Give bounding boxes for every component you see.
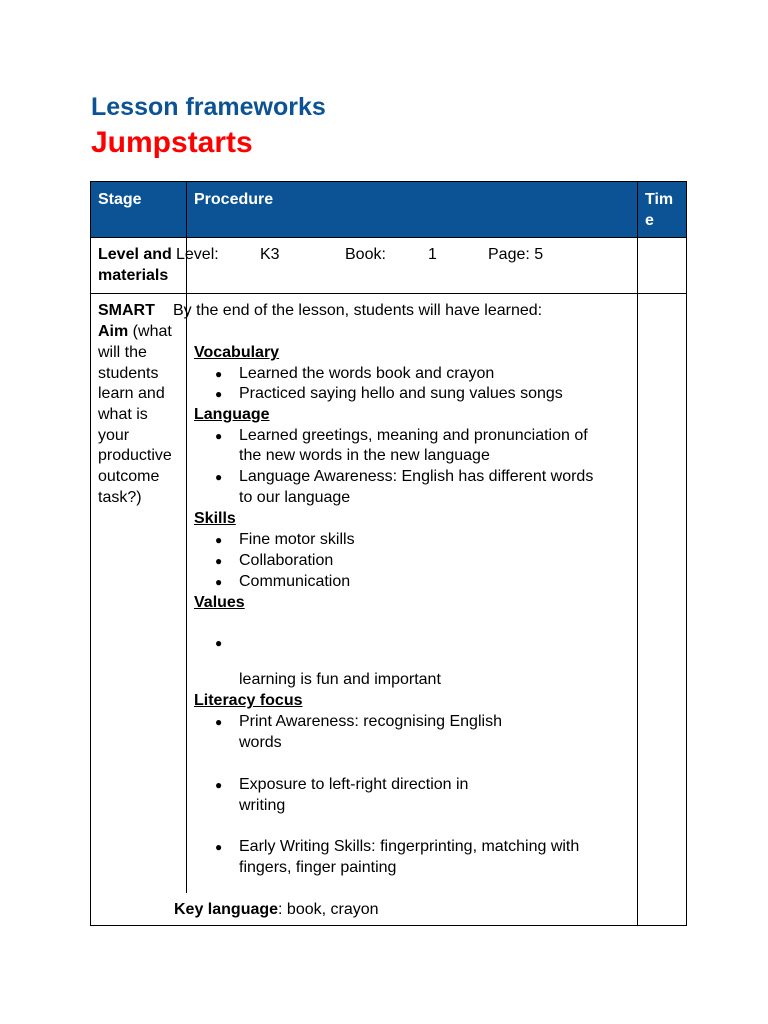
literacy-item: Exposure to left-right direction in: [239, 776, 469, 793]
stage-line: learn and: [98, 385, 165, 402]
key-language-value: : book, crayon: [278, 901, 379, 918]
vocabulary-heading: Vocabulary: [194, 344, 280, 361]
page-title: Lesson frameworks: [91, 93, 326, 121]
stage-smart: SMART: [98, 302, 155, 319]
bullet-icon: ●: [215, 533, 223, 547]
bullet-icon: ●: [215, 429, 223, 443]
lesson-table: [90, 181, 687, 926]
stage-line: outcome: [98, 468, 160, 485]
vocab-item: Practiced saying hello and sung values songs: [239, 385, 563, 402]
aim-intro: By the end of the lesson, students will have learned:: [173, 302, 543, 319]
page-number: Page: 5: [488, 246, 544, 263]
page-subtitle: Jumpstarts: [91, 126, 253, 159]
language-item-cont: to our language: [239, 489, 351, 506]
stage-line: will the: [98, 344, 147, 361]
language-item-cont: the new words in the new language: [239, 447, 490, 464]
bullet-icon: ●: [215, 636, 223, 650]
bullet-icon: ●: [215, 554, 223, 568]
bullet-icon: ●: [215, 367, 223, 381]
header-stage: Stage: [98, 191, 142, 208]
literacy-item: Early Writing Skills: fingerprinting, matching with: [239, 838, 580, 855]
stage-line: task?): [98, 489, 142, 506]
book-label: Book:: [345, 246, 386, 263]
values-item: learning is fun and important: [239, 671, 441, 688]
column-divider-stage: [186, 182, 187, 893]
bullet-icon: ●: [215, 778, 223, 792]
stage-aim-line: [98, 322, 172, 343]
bullet-icon: ●: [215, 715, 223, 729]
level-value: K3: [260, 246, 280, 263]
stage-level-line2: materials: [98, 267, 169, 284]
language-item: Learned greetings, meaning and pronunciation of: [239, 427, 588, 444]
table-header-row: [91, 182, 686, 238]
skills-item: Communication: [239, 573, 351, 590]
stage-line: productive: [98, 447, 172, 464]
stage-level-line1: Level and: [98, 246, 172, 263]
literacy-item-cont: writing: [239, 797, 286, 814]
vocab-item: Learned the words book and crayon: [239, 365, 495, 382]
key-language: [174, 900, 379, 921]
stage-line: what is: [98, 406, 148, 423]
bullet-icon: ●: [215, 840, 223, 854]
stage-line: students: [98, 365, 159, 382]
bullet-icon: ●: [215, 470, 223, 484]
stage-line: your: [98, 427, 130, 444]
header-time-line2: e: [645, 212, 654, 229]
skills-item: Collaboration: [239, 552, 334, 569]
header-time-line1: Tim: [645, 191, 674, 208]
literacy-heading: Literacy focus: [194, 692, 303, 709]
bullet-icon: ●: [215, 387, 223, 401]
bullet-icon: ●: [215, 575, 223, 589]
literacy-item: Print Awareness: recognising English: [239, 713, 502, 730]
skills-heading: Skills: [194, 510, 236, 527]
values-heading: Values: [194, 594, 245, 611]
language-item: Language Awareness: English has different words: [239, 468, 594, 485]
stage-aim-rest: (what: [128, 323, 172, 340]
literacy-item-cont: words: [239, 734, 282, 751]
row-divider-header: [91, 237, 686, 238]
stage-aim: Aim: [98, 323, 129, 340]
literacy-item-cont: fingers, finger painting: [239, 859, 397, 876]
skills-item: Fine motor skills: [239, 531, 355, 548]
level-label: Level:: [176, 246, 219, 263]
key-language-label: Key language: [174, 901, 279, 918]
book-value: 1: [428, 246, 437, 263]
header-procedure: Procedure: [194, 191, 274, 208]
language-heading: Language: [194, 406, 270, 423]
row-divider-level: [91, 293, 686, 294]
